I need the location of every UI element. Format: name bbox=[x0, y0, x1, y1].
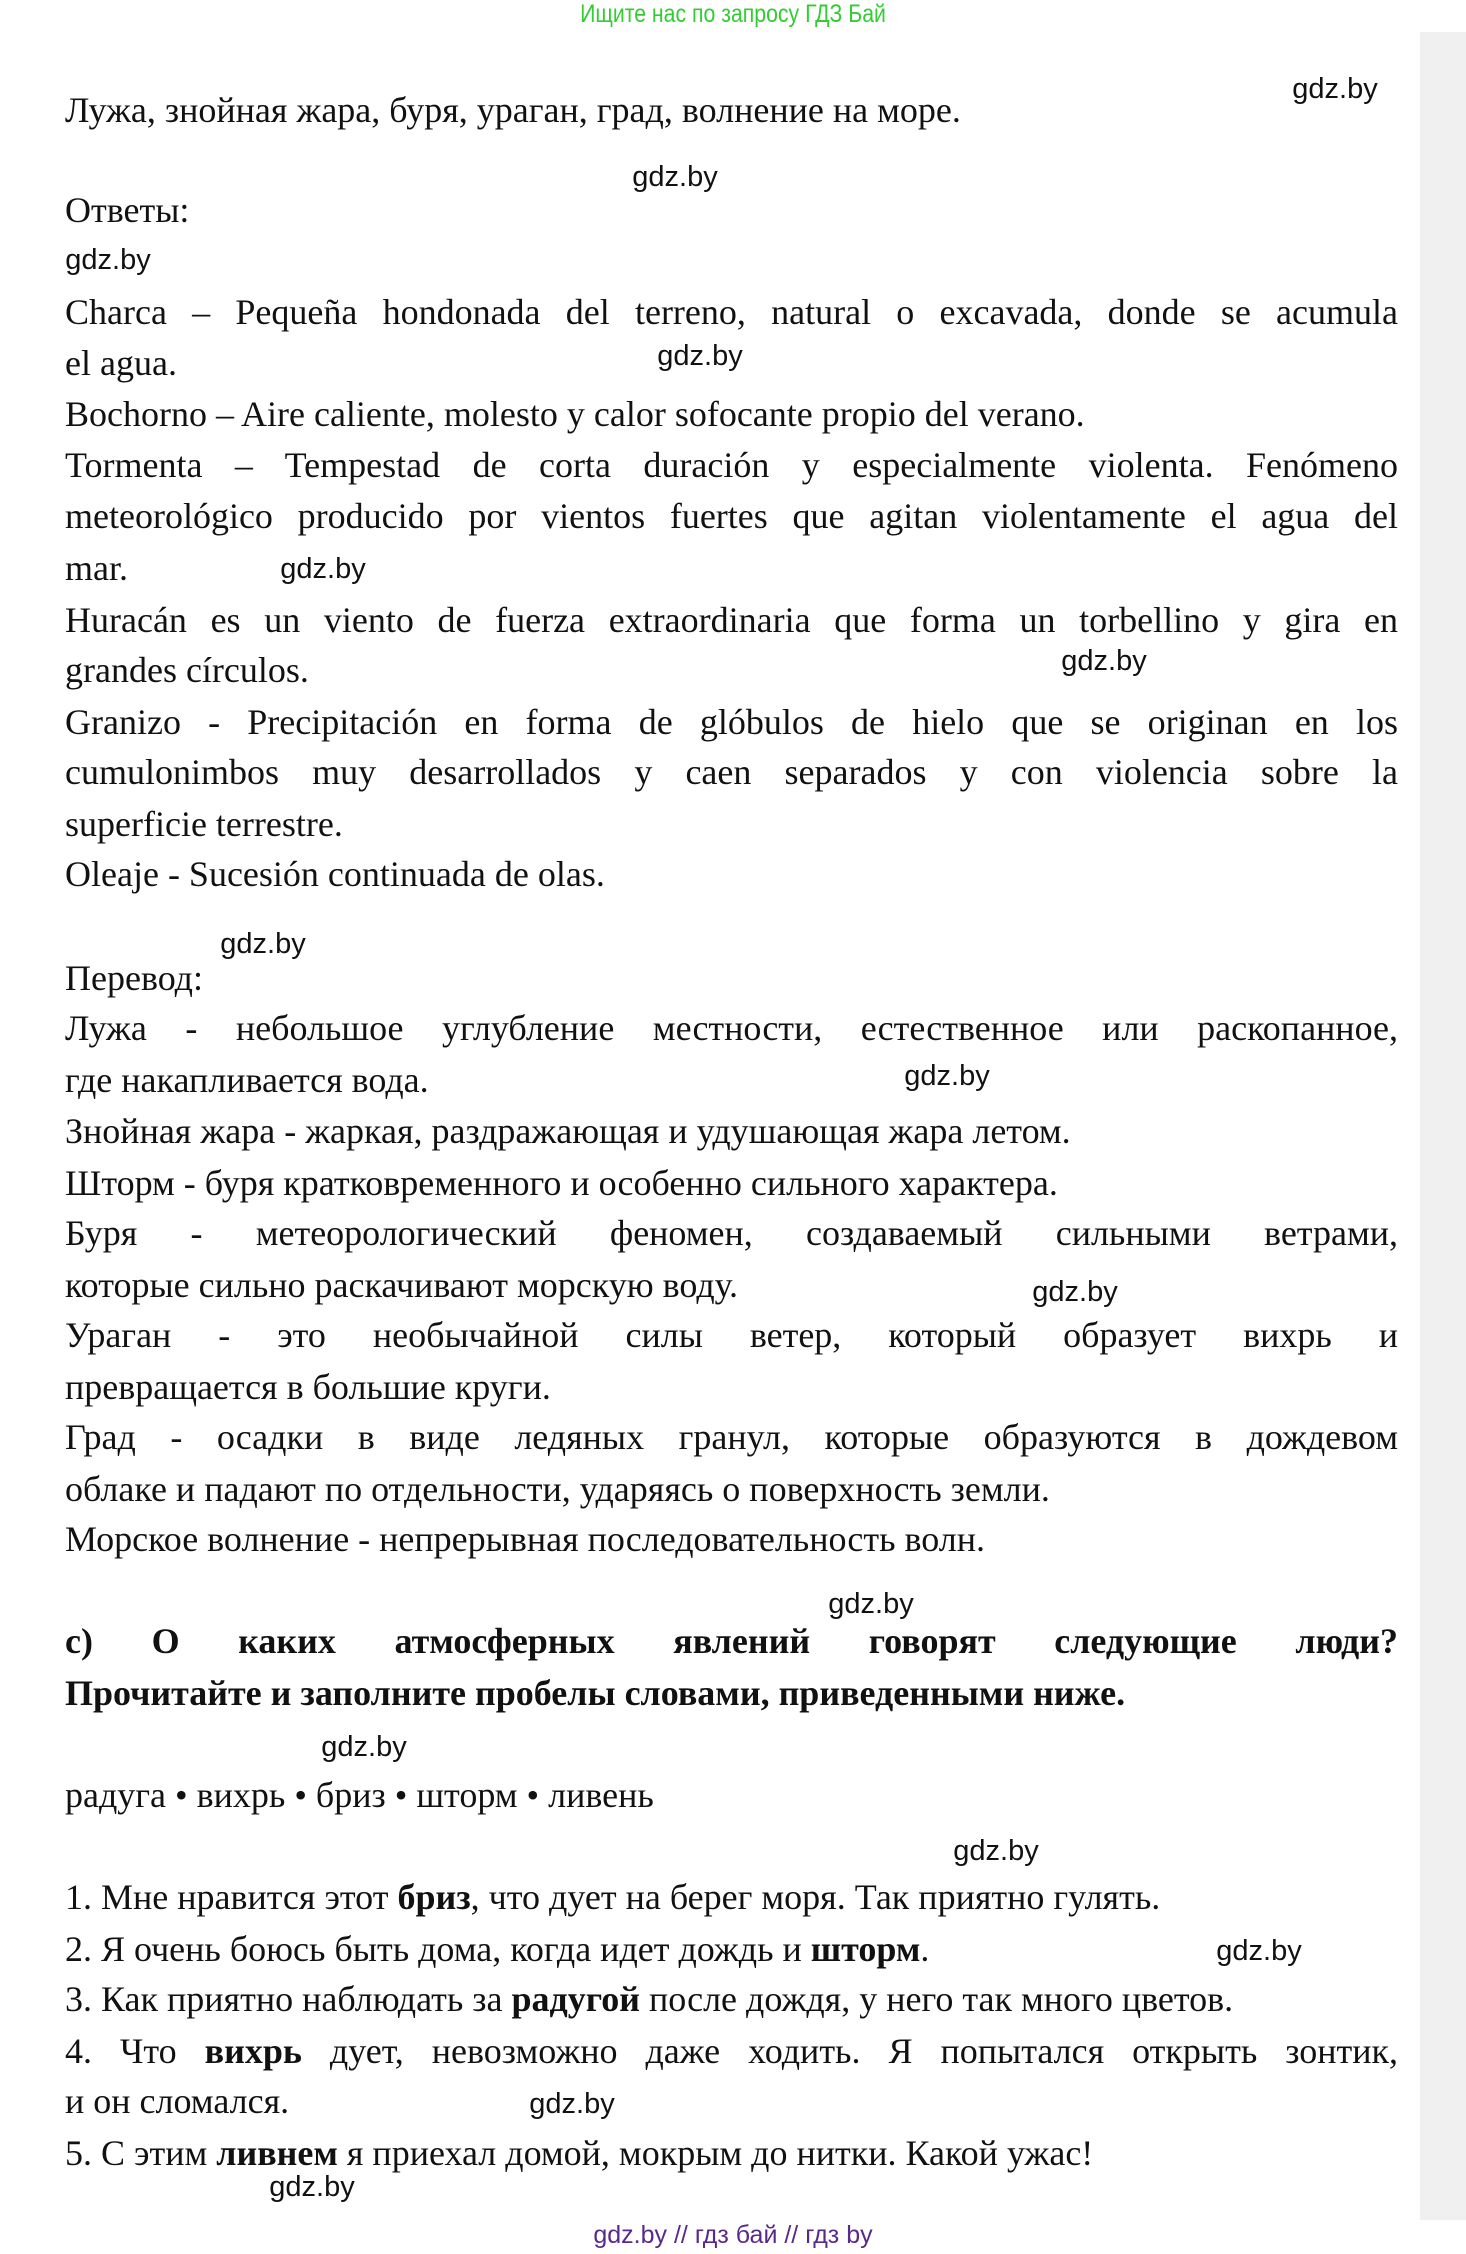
text-line bbox=[65, 389, 1398, 440]
watermark: gdz.by bbox=[657, 340, 743, 372]
text-line bbox=[65, 1412, 1398, 1463]
text-line bbox=[65, 1003, 1398, 1054]
text-line bbox=[65, 1362, 1398, 1413]
text-span: grandes círculos. bbox=[65, 650, 309, 690]
text-span: Huracán es un viento de fuerza extraordinaria que forma un torbellino y gira en bbox=[65, 600, 1398, 640]
text-line bbox=[65, 491, 1398, 542]
text-span: которые сильно раскачивают морскую воду. bbox=[65, 1265, 739, 1305]
text-span: Перевод: bbox=[65, 958, 203, 998]
watermark: gdz.by bbox=[280, 553, 366, 585]
watermark: gdz.by bbox=[1032, 1276, 1118, 1308]
watermark: gdz.by bbox=[321, 1731, 407, 1763]
watermark: gdz.by bbox=[269, 2171, 355, 2203]
text-line bbox=[65, 1770, 1398, 1821]
text-span: радуга • вихрь • бриз • шторм • ливень bbox=[65, 1775, 654, 1815]
text-line bbox=[65, 185, 1398, 236]
top-banner: Ищите нас по запросу ГДЗ Бай bbox=[580, 0, 886, 28]
text-line bbox=[65, 645, 1398, 696]
text-line bbox=[65, 1924, 1398, 1975]
text-line bbox=[65, 747, 1398, 798]
text-line bbox=[65, 2128, 1398, 2179]
bold-text: Прочитайте и заполните пробелы словами, приведенными ниже. bbox=[65, 1673, 1126, 1713]
watermark: gdz.by bbox=[828, 1588, 914, 1620]
text-span: Шторм - буря кратковременного и особенно сильного характера. bbox=[65, 1163, 1058, 1203]
text-line bbox=[65, 1208, 1398, 1259]
bold-text: вихрь bbox=[204, 2031, 302, 2071]
text-span: Буря - метеорологический феномен, создаваемый сильными ветрами, bbox=[65, 1213, 1398, 1253]
text-line bbox=[65, 1514, 1398, 1565]
text-span: 5. С этим bbox=[65, 2133, 217, 2173]
text-line bbox=[65, 849, 1398, 900]
text-line bbox=[65, 2026, 1398, 2077]
text-line bbox=[65, 1260, 1398, 1311]
text-span: где накапливается вода. bbox=[65, 1060, 429, 1100]
watermark: gdz.by bbox=[953, 1835, 1039, 1867]
text-span: . bbox=[920, 1929, 930, 1969]
text-line bbox=[65, 1464, 1398, 1515]
page-scroll-gutter bbox=[1420, 32, 1466, 2220]
text-span: превращается в большие круги. bbox=[65, 1367, 551, 1407]
bold-text: шторм bbox=[810, 1929, 921, 1969]
text-span: 1. Мне нравится этот bbox=[65, 1877, 398, 1917]
text-span: superficie terrestre. bbox=[65, 804, 343, 844]
text-line bbox=[65, 697, 1398, 748]
text-span: Bochorno – Aire caliente, molesto y calor sofocante propio del verano. bbox=[65, 394, 1085, 434]
text-span: Charca – Pequeña hondonada del terreno, natural o excavada, donde se acumula bbox=[65, 292, 1398, 332]
text-line bbox=[65, 1055, 1398, 1106]
text-line bbox=[65, 2076, 1398, 2127]
watermark: gdz.by bbox=[632, 161, 718, 193]
text-span: Ответы: bbox=[65, 190, 190, 230]
text-span: Лужа - небольшое углубление местности, естественное или раскопанное, bbox=[65, 1008, 1398, 1048]
bold-text: ливнем bbox=[216, 2133, 338, 2173]
text-line bbox=[65, 1310, 1398, 1361]
text-span: cumulonimbos muy desarrollados y caen separados y con violencia sobre la bbox=[65, 752, 1398, 792]
text-span: после дождя, у него так много цветов. bbox=[639, 1979, 1234, 2019]
watermark: gdz.by bbox=[529, 2088, 615, 2120]
watermark: gdz.by bbox=[65, 244, 151, 276]
text-line bbox=[65, 1158, 1398, 1209]
watermark: gdz.by bbox=[220, 928, 306, 960]
text-span: meteorológico producido por vientos fuertes que agitan violentamente el agua del bbox=[65, 496, 1398, 536]
text-line bbox=[65, 543, 1398, 594]
text-span: Oleaje - Sucesión continuada de olas. bbox=[65, 854, 605, 894]
text-span: и он сломался. bbox=[65, 2081, 290, 2121]
text-span: 3. Как приятно наблюдать за bbox=[65, 1979, 512, 2019]
text-span: Лужа, знойная жара, буря, ураган, град, волнение на море. bbox=[65, 90, 961, 130]
text-line bbox=[65, 1616, 1398, 1667]
text-line bbox=[65, 595, 1398, 646]
text-line bbox=[65, 1974, 1398, 2025]
text-span: Granizo - Precipitación en forma de glóbulos de hielo que se originan en los bbox=[65, 702, 1398, 742]
text-span: 2. Я очень боюсь быть дома, когда идет дождь и bbox=[65, 1929, 811, 1969]
text-span: Морское волнение - непрерывная последовательность волн. bbox=[65, 1519, 986, 1559]
text-span: дует, невозможно даже ходить. Я попытался открыть зонтик, bbox=[301, 2031, 1399, 2071]
text-line bbox=[65, 287, 1398, 338]
text-span: Знойная жара - жаркая, раздражающая и удушающая жара летом. bbox=[65, 1111, 1071, 1151]
watermark: gdz.by bbox=[1292, 73, 1378, 105]
text-span: el agua. bbox=[65, 343, 177, 383]
bottom-banner: gdz.by // гдз бай // гдз by bbox=[593, 2221, 873, 2249]
watermark: gdz.by bbox=[1061, 645, 1147, 677]
text-span: , что дует на берег моря. Так приятно гулять. bbox=[470, 1877, 1161, 1917]
text-span: mar. bbox=[65, 548, 128, 588]
watermark: gdz.by bbox=[904, 1060, 990, 1092]
bold-text: бриз bbox=[397, 1877, 471, 1917]
text-span: я приехал домой, мокрым до нитки. Какой ужас! bbox=[337, 2133, 1094, 2173]
text-span: 4. Что bbox=[65, 2031, 205, 2071]
text-span: облаке и падают по отдельности, ударяясь о поверхность земли. bbox=[65, 1469, 1050, 1509]
text-line bbox=[65, 799, 1398, 850]
text-line bbox=[65, 1872, 1398, 1923]
text-span: Tormenta – Tempestad de corta duración y especialmente violenta. Fenómeno bbox=[65, 445, 1398, 485]
watermark: gdz.by bbox=[1216, 1935, 1302, 1967]
text-span: Ураган - это необычайной силы ветер, который образует вихрь и bbox=[65, 1315, 1398, 1355]
bold-text: радугой bbox=[511, 1979, 640, 2019]
text-line bbox=[65, 440, 1398, 491]
text-line bbox=[65, 85, 1398, 136]
text-line bbox=[65, 1106, 1398, 1157]
text-line bbox=[65, 1668, 1398, 1719]
text-span: Град - осадки в виде ледяных гранул, которые образуются в дождевом bbox=[65, 1417, 1398, 1457]
bold-text: c) О каких атмосферных явлений говорят следующие люди? bbox=[65, 1621, 1398, 1661]
